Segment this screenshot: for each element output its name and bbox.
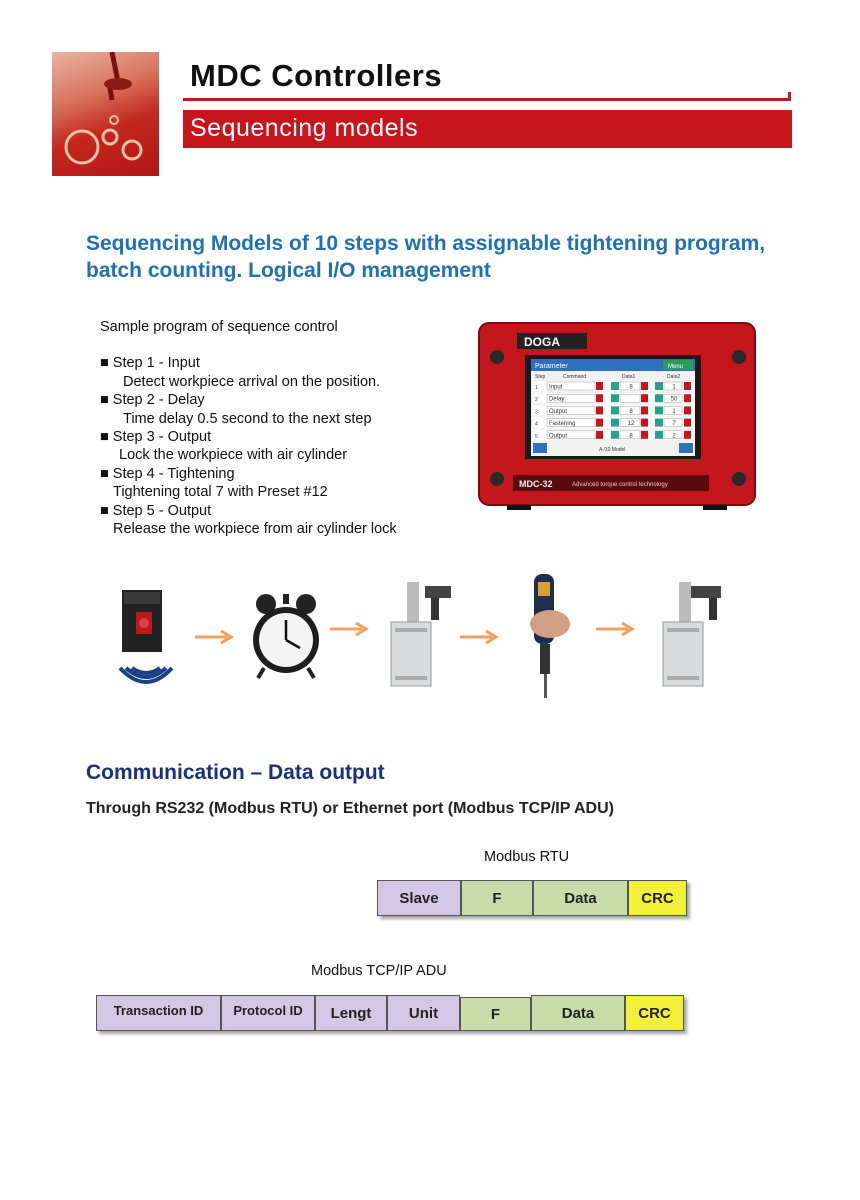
step-desc: Tightening total 7 with Preset #12: [113, 484, 328, 501]
screwdriver-icon: [520, 572, 580, 700]
tcp-cell-data: Data: [531, 995, 625, 1031]
screen-footer: A /10 Model: [599, 447, 626, 453]
row-data2: 1: [672, 408, 676, 415]
section-headline: Sequencing Models of 10 steps with assignable tightening program, batch counting. Logical I/O management: [86, 232, 766, 282]
tcp-label: Modbus TCP/IP ADU: [311, 963, 447, 979]
decrement-icon[interactable]: [611, 419, 619, 427]
step-item: [100, 391, 397, 409]
controller-device: [477, 319, 757, 512]
section-subtitle-communication: Through RS232 (Modbus RTU) or Ethernet port (Modbus TCP/IP ADU): [86, 800, 614, 817]
bullet: ■: [100, 355, 109, 372]
tcp-cell-crc: CRC: [625, 995, 684, 1031]
photo-sensor-icon: [110, 588, 190, 698]
row-step: 2: [535, 397, 538, 404]
air-cylinder-icon: [657, 582, 727, 692]
air-cylinder-icon: [385, 582, 455, 692]
device-brand: DOGA: [524, 335, 560, 349]
col-header: Data2: [667, 374, 681, 380]
row-data2: 50: [670, 396, 678, 403]
device-table-row[interactable]: [533, 381, 693, 391]
row-command: Output: [549, 408, 568, 415]
tcp-cell-function: F: [460, 997, 531, 1031]
rtu-cell-crc: CRC: [628, 880, 687, 916]
step-desc: Time delay 0.5 second to the next step: [123, 410, 372, 427]
rtu-cell-slave: Slave: [377, 880, 461, 916]
device-table-row[interactable]: [533, 393, 693, 403]
step-item: [100, 428, 397, 446]
row-step: 3: [535, 409, 538, 416]
decrement-icon[interactable]: [611, 431, 619, 439]
arrow-right-icon: [460, 630, 500, 644]
brand-logo-block: [52, 52, 159, 176]
step-item: [100, 354, 397, 372]
increment-icon[interactable]: [684, 382, 691, 390]
row-data1: 8: [629, 384, 633, 391]
step-title: Step 2 - Delay: [112, 392, 205, 409]
increment-icon[interactable]: [641, 382, 648, 390]
increment-icon[interactable]: [684, 406, 691, 414]
step-title: Step 3 - Output: [112, 429, 212, 446]
step-item: [100, 465, 397, 483]
row-data2: 2: [672, 433, 676, 440]
tcp-cell-length: Lengt: [315, 995, 387, 1031]
row-command: Delay: [549, 396, 565, 403]
step-item: [100, 502, 397, 520]
section-title-communication: Communication – Data output: [86, 761, 385, 784]
bullet: ■: [100, 502, 109, 519]
device-model: MDC-32: [519, 479, 553, 489]
device-tagline: Advanced torque control technology: [572, 482, 668, 488]
row-data2: 7: [672, 421, 676, 428]
sample-intro: Sample program of sequence control: [100, 319, 338, 335]
tcp-cell-protocol-id: Protocol ID: [221, 995, 315, 1031]
col-header: Data1: [622, 374, 636, 380]
page-subtitle: Sequencing models: [190, 114, 419, 142]
bullet: ■: [100, 465, 109, 482]
rtu-label: Modbus RTU: [484, 849, 570, 865]
row-command: Input: [549, 384, 563, 391]
sample-program: [100, 318, 397, 538]
increment-icon[interactable]: [641, 394, 648, 402]
decrement-icon[interactable]: [655, 382, 663, 390]
logo-rings-icon: [52, 52, 159, 176]
row-step: 5: [535, 433, 538, 440]
step-desc: Release the workpiece from air cylinder lock: [113, 521, 397, 538]
rtu-cell-data: Data: [533, 880, 628, 916]
step-title: Step 4 - Tightening: [112, 465, 235, 482]
decrement-icon[interactable]: [611, 394, 619, 402]
row-data1: 8: [629, 433, 633, 440]
dropdown-icon[interactable]: [596, 419, 603, 427]
row-data2: 1: [672, 384, 676, 391]
device-table-row[interactable]: [533, 405, 693, 415]
dropdown-icon[interactable]: [596, 394, 603, 402]
dropdown-icon[interactable]: [596, 431, 603, 439]
row-command: Output: [549, 433, 568, 440]
title-divider: [183, 98, 791, 101]
step-desc: Detect workpiece arrival on the position.: [123, 373, 381, 390]
row-data1: 8: [629, 408, 633, 415]
row-data1: 12: [627, 421, 635, 428]
bullet: ■: [100, 429, 109, 446]
dropdown-icon[interactable]: [596, 406, 603, 414]
increment-icon[interactable]: [641, 431, 648, 439]
decrement-icon[interactable]: [611, 406, 619, 414]
decrement-icon[interactable]: [655, 394, 663, 402]
row-command: Fastening: [549, 421, 576, 428]
decrement-icon[interactable]: [655, 419, 663, 427]
arrow-right-icon: [596, 622, 636, 636]
page-title: MDC Controllers: [190, 58, 443, 93]
step-title: Step 1 - Input: [112, 355, 200, 372]
increment-icon[interactable]: [641, 419, 648, 427]
title-divider-end: [788, 92, 791, 101]
device-table-row[interactable]: [533, 430, 693, 440]
rtu-cell-function: F: [461, 880, 533, 916]
screen-title: Parameter: [535, 363, 568, 370]
decrement-icon[interactable]: [611, 382, 619, 390]
dropdown-icon[interactable]: [596, 382, 603, 390]
increment-icon[interactable]: [684, 419, 691, 427]
row-step: 4: [535, 421, 538, 428]
increment-icon[interactable]: [641, 406, 648, 414]
step-desc: Lock the workpiece with air cylinder: [119, 447, 348, 464]
menu-button[interactable]: Menu: [668, 364, 684, 370]
increment-icon[interactable]: [684, 431, 691, 439]
alarm-clock-icon: [250, 592, 322, 682]
decrement-icon[interactable]: [655, 431, 663, 439]
tcp-cell-transaction-id: Transaction ID: [96, 995, 221, 1031]
step-title: Step 5 - Output: [112, 502, 212, 519]
col-header: Step: [535, 374, 546, 380]
increment-icon[interactable]: [684, 394, 691, 402]
row-step: 1: [535, 385, 538, 391]
decrement-icon[interactable]: [655, 406, 663, 414]
tcp-cell-unit: Unit: [387, 995, 460, 1031]
arrow-right-icon: [195, 630, 235, 644]
bullet: ■: [100, 392, 109, 409]
arrow-right-icon: [330, 622, 370, 636]
device-table-row[interactable]: [533, 418, 693, 428]
col-header: Command: [563, 374, 587, 380]
